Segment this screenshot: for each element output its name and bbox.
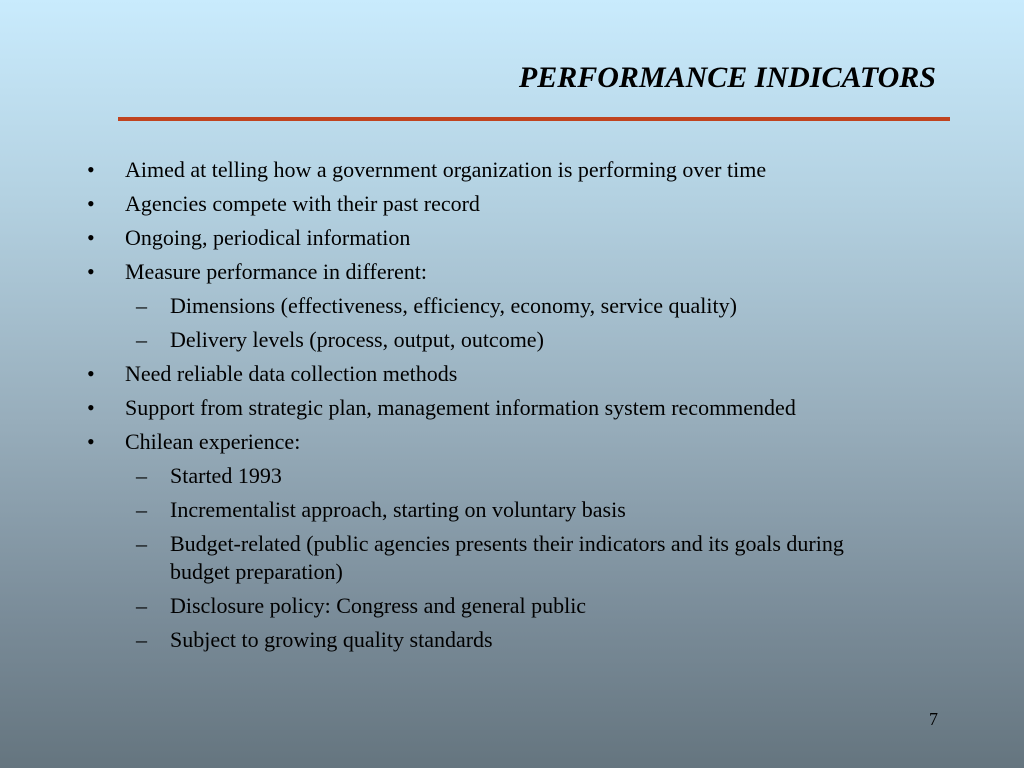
bullet-text: Chilean experience: [125, 429, 301, 454]
dash-marker: – [136, 593, 147, 618]
dash-marker: – [136, 327, 147, 352]
slide-title: PERFORMANCE INDICATORS [518, 61, 936, 94]
bullet-list [0, 156, 1024, 660]
bullet-item [0, 428, 1024, 456]
dash-marker: – [136, 463, 147, 488]
bullet-item [0, 156, 1024, 184]
bullet-text: Subject to growing quality standards [170, 627, 493, 652]
bullet-text: Disclosure policy: Congress and general public [170, 593, 587, 618]
bullet-item [0, 394, 1024, 422]
bullet-marker: • [87, 191, 95, 216]
bullet-marker: • [87, 429, 95, 454]
sub-bullet-item [0, 592, 1024, 620]
sub-bullet-item [0, 326, 1024, 354]
bullet-item [0, 224, 1024, 252]
sub-bullet-item [0, 292, 1024, 320]
bullet-item [0, 360, 1024, 388]
dash-marker: – [136, 497, 147, 522]
bullet-item [0, 258, 1024, 286]
bullet-text: Need reliable data collection methods [125, 361, 458, 386]
dash-marker: – [136, 531, 147, 556]
page-number: 7 [929, 709, 938, 729]
bullet-marker: • [87, 361, 95, 386]
bullet-text: Budget-related (public agencies presents their indicators and its goals during budget preparation) [170, 531, 844, 584]
bullet-text: Aimed at telling how a government organization is performing over time [125, 157, 767, 182]
bullet-text: Dimensions (effectiveness, efficiency, economy, service quality) [170, 293, 737, 318]
sub-bullet-item [0, 626, 1024, 654]
bullet-marker: • [87, 395, 95, 420]
bullet-marker: • [87, 157, 95, 182]
bullet-text: Ongoing, periodical information [125, 225, 411, 250]
bullet-marker: • [87, 225, 95, 250]
bullet-text: Support from strategic plan, management information system recommended [125, 395, 796, 420]
bullet-item [0, 190, 1024, 218]
sub-bullet-item [0, 530, 1024, 586]
title-underline [118, 117, 950, 121]
bullet-text: Delivery levels (process, output, outcome) [170, 327, 544, 352]
sub-bullet-item [0, 496, 1024, 524]
bullet-marker: • [87, 259, 95, 284]
dash-marker: – [136, 627, 147, 652]
bullet-text: Agencies compete with their past record [125, 191, 480, 216]
bullet-text: Started 1993 [170, 463, 282, 488]
dash-marker: – [136, 293, 147, 318]
bullet-text: Measure performance in different: [125, 259, 427, 284]
bullet-text: Incrementalist approach, starting on voluntary basis [170, 497, 626, 522]
sub-bullet-item [0, 462, 1024, 490]
